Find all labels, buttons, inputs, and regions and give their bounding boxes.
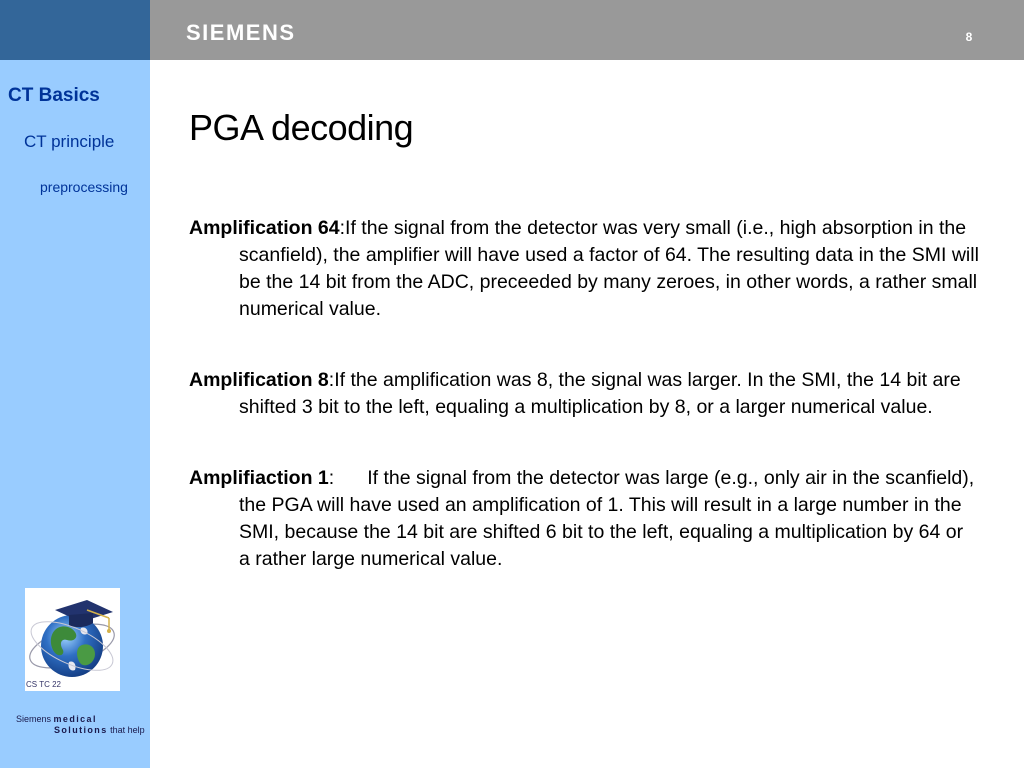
footer-company: Siemens [16,714,52,724]
page-title: PGA decoding [189,107,414,148]
term: Amplification 8 [189,369,329,391]
paragraph-amplification-8 [189,367,979,421]
nav-subsection-ct-principle[interactable]: CT principle [24,132,115,151]
siemens-logo: SIEMENS [186,20,296,45]
globe-emblem-graphic [25,588,120,691]
paragraph-amplification-1 [189,465,979,573]
emblem-caption: CS TC 22 [26,680,61,689]
paragraph-text: If the signal from the detector was very small (i.e., high absorption in the scanfield), the amplifier will have used a factor of 64. The resulting data in the SMI will be the 14 bit from the ADC, preceeded by many zeroes, in other words, a rather small numerical value. [239,217,979,320]
separator: : [328,369,335,391]
term: Amplification 64 [189,217,340,239]
footer-word-solutions: Solutions [54,725,108,735]
paragraph-text: If the signal from the detector was large (e.g., only air in the scanfield), the PGA will have used an amplification of 1. This will result in a large number in the SMI, because the 14 bit are shifted 6 bit to the left, equaling a multiplication by 64 or a rather large numerical value. [239,467,975,570]
paragraph-amplification-64 [189,215,979,323]
footer-word-medical: medical [53,714,97,724]
separator: : [339,217,346,239]
header-accent-block [0,0,150,60]
paragraph-text: If the amplification was 8, the signal was larger. In the SMI, the 14 bit are shifted 3 bit to the left, equaling a multiplication by 8, or a larger numerical value. [239,369,961,418]
nav-section-ct-basics[interactable]: CT Basics [8,85,100,106]
separator: : [328,467,335,489]
footer-tail: that help [110,725,145,735]
footer-line-2 [16,725,146,736]
nav-topic-preprocessing[interactable]: preprocessing [40,179,128,195]
page-number: 8 [965,30,973,44]
body-text [189,215,979,573]
globe-graduation-cap-icon [25,588,120,691]
footer-branding [16,714,146,736]
term: Amplifiaction 1 [189,467,329,489]
